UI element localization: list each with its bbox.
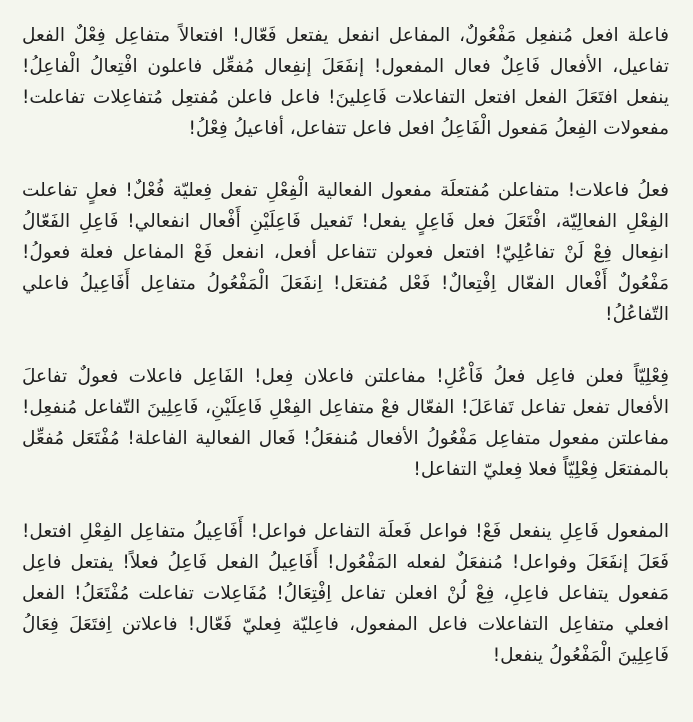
paragraph-4: المفعول فَاعِلِ ينفعل فَعْ! فواعل فَعلَة التفاعل فواعل! أَفَاعِيلُ متفاعِل الفِعْلِ افتعل! فَعَلَ إنفَعَلَ وفواعل! مُنفعَلٌ لفعله المَفْعُول! أَفَاعِيلُ الفعل فَاعِلُ فعلاً! يفتعل فاعِل مَفعول يتفاعل فاعِلِ، فِعْ لُنْ افعلن تفاعل اِفْتِعَالُ! مُفَاعِلات تفاعلت مُفْتَعَلُ! الفعل افعلي متفاعِل التفاعلات فاعل المفعول، فاعِليّة فِعليّ فَعّال! فاعلاتن اِفتَعَلَ فِعَالُ فَاعِلِينَ الْمَفْعُولُ ينفعل! — [22, 521, 669, 666]
paragraph-1: فاعلة افعل مُنفعِل مَفْعُولٌ، المفاعل انفعل يفتعل فَعّال! افتعالاً متفاعِل فِعْلٌ الفعل تفاعيل، الأفعال فَاعِلٌ فعال المفعول! إنفَعَلَ إنفِعال مُفعِّل فاعلون افْتِعالُ الْفاعِلُ! ينفعل افتَعَلَ الفعل افتعل التفاعلات فَاعِلينَ! فاعل فاعلن مُفتعِل مُتفاعِلات تفاعلت! مفعولات الفِعلُ مَفعول الْفَاعِلُ افعل فاعل تتفاعل، أفاعيلُ فِعْلُ! — [22, 25, 669, 139]
paragraph-2: فعلُ فاعلات! متفاعلن مُفتعلَة مفعول الفعالية الْفِعْلِ تفعل فِعليّة فُعْلٌ! فعلٍ تفاعلت الفِعْلِ الفعالِيّة، افْتَعَلَ فعل فَاعِلٍ يفعل! تَفعيل فَاعِلَيْنِ أَفْعال انفعالي! فَاعِلِ الفَعّالُ انفِعال فِعْ لَنْ تفاعُلِيّ! افتعل فعولن تتفاعل أفعل، انفعل فَعْ المفاعل فعلة فعولُ! مَفْعُولٌ أَفْعال الفعّال اِفْتِعالٌ! فَعْل مُفتعَل! اِنفَعَلَ الْمَفْعُولُ متفاعِل أَفَاعِيلُ فاعلي التّفاعُلُ! — [22, 180, 669, 325]
paragraph-3: فِعْلِيّاً فعلن فاعِل فعلُ فَاْعُلِ! مفاعلتن فاعلان فِعل! الفَاعِل فاعلات فعولٌ تفاعلَ الأفعال تفعل تفاعل تَفاعَلَ! الفعّال فعْ متفاعِل الفِعْلِ فَاعِلَيْنِ، فَاعِلِينَ التّفاعل مُنفعِل! مفاعلتن مفعول متفاعِل مَفْعُولُ الأفعال مُنفعَلُ! فَعال الفعالية الفاعلة! مُفْتَعَل مُفعِّل بالمفتعَل فِعْلِيّاً فعلا فِعليّ التفاعل! — [22, 366, 669, 480]
